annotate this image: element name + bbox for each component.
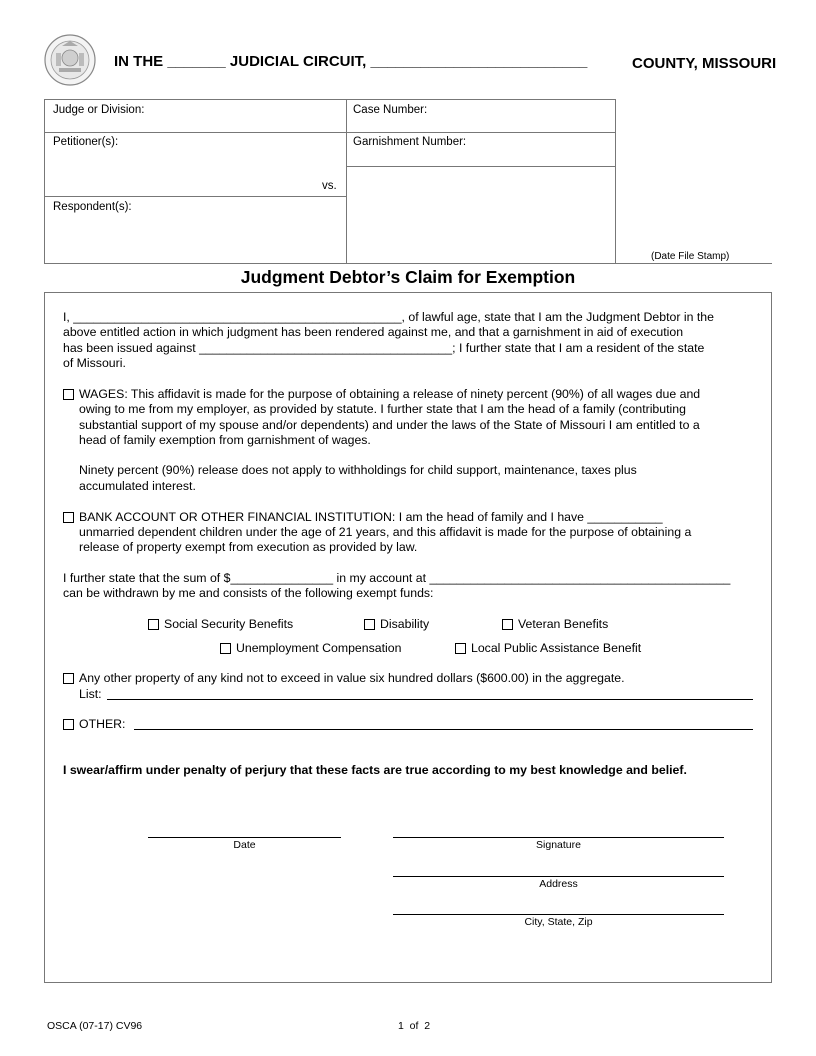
wages-line-2: owing to me from my employer, as provided by statute. I further state that I am the head of a family (contributing xyxy=(79,402,686,416)
unemployment-option[interactable] xyxy=(220,641,401,657)
disability-checkbox[interactable] xyxy=(364,619,375,630)
form-id: OSCA (07-17) CV96 xyxy=(47,1020,143,1032)
caption-divider xyxy=(346,100,347,264)
social-security-label: Social Security Benefits xyxy=(164,617,294,631)
perjury-statement: I swear/affirm under penalty of perjury that these facts are true according to my best knowledge and belief. xyxy=(63,763,687,777)
local-assistance-option[interactable] xyxy=(455,641,641,657)
garnishment-number-field[interactable]: Garnishment Number: xyxy=(353,136,467,148)
intro-text: , of lawful age, state that I am the Judgment Debtor in the xyxy=(401,310,714,324)
header-prefix: IN THE xyxy=(114,53,164,70)
intro-line-3 xyxy=(63,341,704,357)
intro-text: has been issued against xyxy=(63,341,196,355)
address-label: Address xyxy=(539,878,578,890)
missouri-seal-icon xyxy=(44,34,96,86)
form-title: Judgment Debtor’s Claim for Exemption xyxy=(240,267,576,287)
date-label: Date xyxy=(233,839,256,851)
header-judicial-circuit: JUDICIAL CIRCUIT, xyxy=(229,53,367,70)
signature-input[interactable] xyxy=(393,837,724,838)
other-property-list-label: List: xyxy=(79,687,102,701)
date-stamp-rule xyxy=(616,263,772,264)
intro-text: I, xyxy=(63,310,70,324)
sum-text: I further state that the sum of $ xyxy=(63,571,231,585)
dependent-children-count-blank[interactable]: ___________ xyxy=(587,510,663,524)
unemployment-label: Unemployment Compensation xyxy=(236,641,402,655)
other-input[interactable] xyxy=(134,729,753,730)
city-state-zip-input[interactable] xyxy=(393,914,724,915)
intro-line-1 xyxy=(63,310,714,326)
case-caption-table xyxy=(44,99,616,264)
circuit-number-blank[interactable]: _______ xyxy=(167,53,226,70)
bank-account-checkbox[interactable] xyxy=(63,512,74,523)
caption-divider xyxy=(346,166,615,167)
page-number: 1 of 2 xyxy=(398,1020,431,1032)
debtor-name-blank[interactable]: ________________________________________________ xyxy=(73,310,402,324)
veteran-benefits-label: Veteran Benefits xyxy=(518,617,609,631)
wages-note-1: Ninety percent (90%) release does not apply to withholdings for child support, maintenance, taxes plus xyxy=(79,463,637,477)
disability-label: Disability xyxy=(380,617,430,631)
other-property-text: Any other property of any kind not to exceed in value six hundred dollars ($600.00) in the aggregate. xyxy=(79,671,625,685)
sum-line-2: can be withdrawn by me and consists of the following exempt funds: xyxy=(63,586,434,600)
wages-text: WAGES: This affidavit is made for the purpose of obtaining a release of ninety percent (90%) of all wages due and xyxy=(79,387,701,401)
other-line xyxy=(63,717,125,733)
wages-line-1 xyxy=(63,387,700,403)
date-input[interactable] xyxy=(148,837,341,838)
bank-line-3: release of property exempt from execution as provided by law. xyxy=(79,540,418,554)
institution-name-blank[interactable]: ____________________________________________ xyxy=(429,571,731,585)
court-header xyxy=(114,53,794,70)
social-security-option[interactable] xyxy=(148,617,293,633)
header-county-missouri: COUNTY, MISSOURI xyxy=(632,55,777,72)
bank-line-2: unmarried dependent children under the age of 21 years, and this affidavit is made for the purpose of obtaining a xyxy=(79,525,692,539)
other-property-line-1 xyxy=(63,671,625,687)
wages-line-3: substantial support of my spouse and/or dependents) and under the laws of the State of Missouri I am entitled to a xyxy=(79,418,700,432)
unemployment-checkbox[interactable] xyxy=(220,643,231,654)
judge-division-field[interactable]: Judge or Division: xyxy=(53,104,145,116)
other-label: OTHER: xyxy=(79,717,126,731)
address-input[interactable] xyxy=(393,876,724,877)
sum-amount-blank[interactable]: _______________ xyxy=(230,571,334,585)
social-security-checkbox[interactable] xyxy=(148,619,159,630)
other-checkbox[interactable] xyxy=(63,719,74,730)
intro-line-2: above entitled action in which judgment has been rendered against me, and that a garnishment in aid of execution xyxy=(63,325,684,339)
versus-label: vs. xyxy=(322,180,337,192)
intro-text: ; I further state that I am a resident of the state xyxy=(452,341,705,355)
caption-divider xyxy=(45,196,346,197)
county-name-blank-gap[interactable]: _ xyxy=(554,53,563,70)
sum-line-1 xyxy=(63,571,730,587)
county-name-blank-end[interactable]: ___ xyxy=(562,53,588,70)
garnishee-blank[interactable]: _____________________________________ xyxy=(199,341,453,355)
wages-line-4: head of family exemption from garnishment of wages. xyxy=(79,433,371,447)
intro-line-4: of Missouri. xyxy=(63,356,126,370)
bank-line-1 xyxy=(63,510,663,526)
caption-divider xyxy=(45,132,615,133)
county-name-blank[interactable]: ______________________ xyxy=(370,53,555,70)
disability-option[interactable] xyxy=(364,617,429,633)
other-property-list-input[interactable] xyxy=(107,699,753,700)
signature-label: Signature xyxy=(536,839,581,851)
date-file-stamp-label: (Date File Stamp) xyxy=(651,251,730,262)
wages-checkbox[interactable] xyxy=(63,389,74,400)
petitioner-field[interactable]: Petitioner(s): xyxy=(53,136,119,148)
bank-text: BANK ACCOUNT OR OTHER FINANCIAL INSTITUTION: I am the head of family and I have xyxy=(79,510,584,524)
veteran-benefits-checkbox[interactable] xyxy=(502,619,513,630)
case-number-field[interactable]: Case Number: xyxy=(353,104,428,116)
veteran-option[interactable] xyxy=(502,617,608,633)
local-assistance-label: Local Public Assistance Benefit xyxy=(471,641,642,655)
wages-note-2: accumulated interest. xyxy=(79,479,196,493)
city-state-zip-label: City, State, Zip xyxy=(524,916,593,928)
respondent-field[interactable]: Respondent(s): xyxy=(53,201,132,213)
local-assistance-checkbox[interactable] xyxy=(455,643,466,654)
other-property-checkbox[interactable] xyxy=(63,673,74,684)
sum-text: in my account at xyxy=(336,571,427,585)
